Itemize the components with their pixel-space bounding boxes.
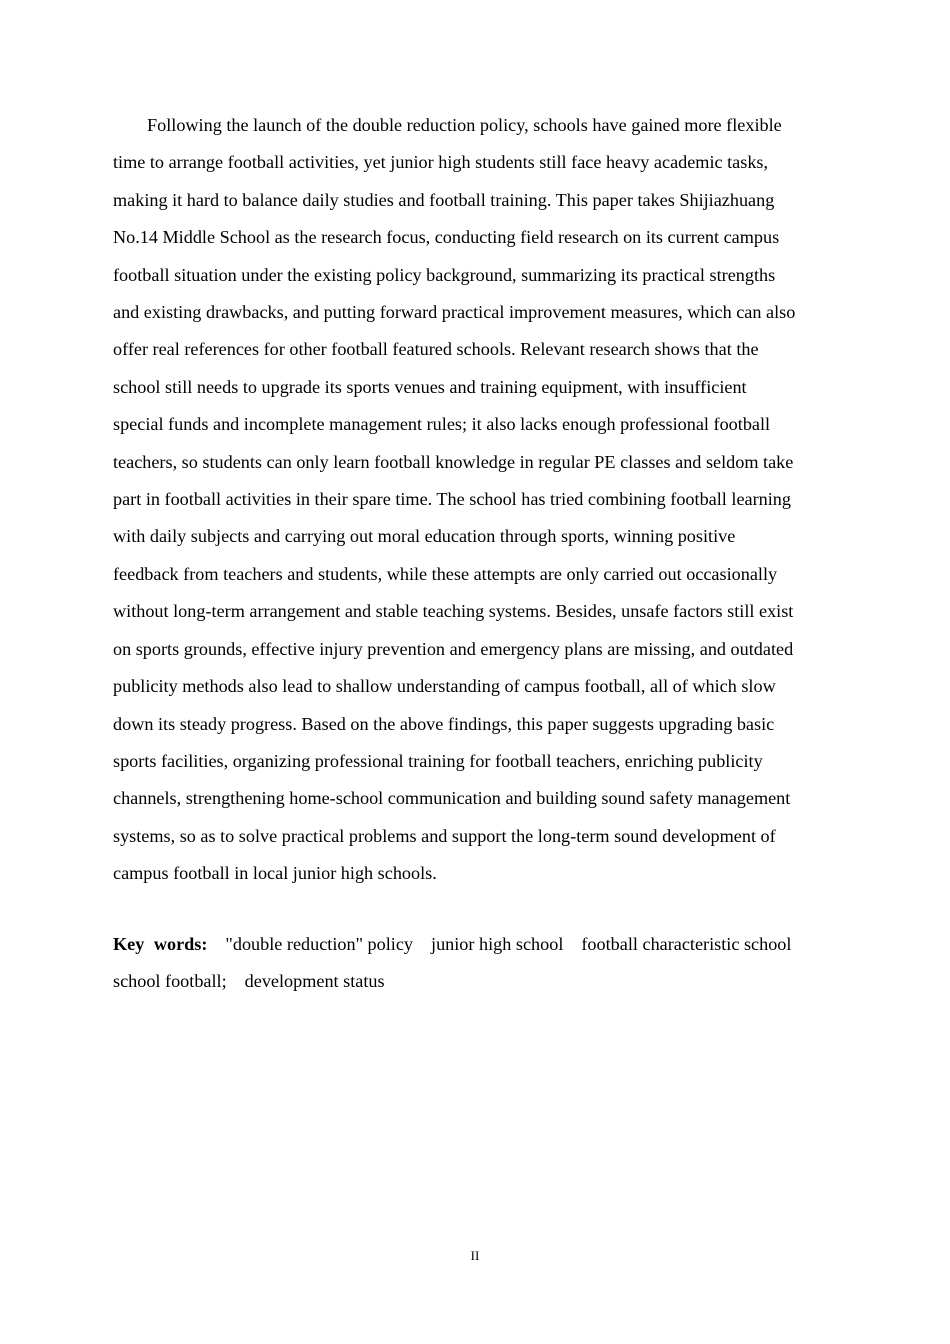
abstract-line: systems, so as to solve practical problems and support the long-term sound development of xyxy=(113,825,776,846)
abstract-line: part in football activities in their spare time. The school has tried combining football learning xyxy=(113,489,791,510)
keywords-line-2 xyxy=(113,963,835,1000)
keywords-section xyxy=(113,926,835,1001)
abstract-line: teachers, so students can only learn football knowledge in regular PE classes and seldom take xyxy=(113,451,794,472)
abstract-paragraph xyxy=(113,107,835,893)
abstract-line: Following the launch of the double reduction policy, schools have gained more flexible xyxy=(147,115,782,135)
abstract-line: time to arrange football activities, yet junior high students still face heavy academic tasks, xyxy=(113,152,769,173)
abstract-line: making it hard to balance daily studies and football training. This paper takes Shijiazhuang xyxy=(113,189,775,210)
keyword-item: "double reduction" policy xyxy=(225,934,414,954)
abstract-line: on sports grounds, effective injury prevention and emergency plans are missing, and outdated xyxy=(113,638,794,659)
keyword-item: football characteristic school xyxy=(581,934,792,954)
page-number: II xyxy=(470,1248,480,1263)
abstract-line: publicity methods also lead to shallow understanding of campus football, all of which slow xyxy=(113,676,776,697)
keyword-item: junior high school xyxy=(431,934,564,954)
abstract-line: sports facilities, organizing professional training for football teachers, enriching publicity xyxy=(113,750,763,771)
abstract-line: special funds and incomplete management rules; it also lacks enough professional football xyxy=(113,414,771,435)
abstract-line: offer real references for other football featured schools. Relevant research shows that the xyxy=(113,339,759,360)
abstract-line: No.14 Middle School as the research focus, conducting field research on its current campus xyxy=(113,227,780,248)
abstract-line: and existing drawbacks, and putting forward practical improvement measures, which can also xyxy=(113,302,796,323)
keywords-line-1 xyxy=(113,926,835,963)
abstract-line: down its steady progress. Based on the above findings, this paper suggests upgrading basic xyxy=(113,713,775,734)
abstract-line: feedback from teachers and students, while these attempts are only carried out occasionally xyxy=(113,563,778,584)
abstract-line: campus football in local junior high schools. xyxy=(113,863,437,884)
abstract-line: with daily subjects and carrying out moral education through sports, winning positive xyxy=(113,526,736,547)
abstract-line: channels, strengthening home-school communication and building sound safety management xyxy=(113,788,791,809)
keyword-item: school football; xyxy=(113,971,227,992)
keyword-item: development status xyxy=(244,971,385,992)
abstract-line: football situation under the existing policy background, summarizing its practical strengths xyxy=(113,264,776,285)
abstract-line: without long-term arrangement and stable teaching systems. Besides, unsafe factors still exist xyxy=(113,601,794,622)
keywords-label: Key words: xyxy=(113,934,208,954)
abstract-line: school still needs to upgrade its sports venues and training equipment, with insufficient xyxy=(113,376,747,397)
